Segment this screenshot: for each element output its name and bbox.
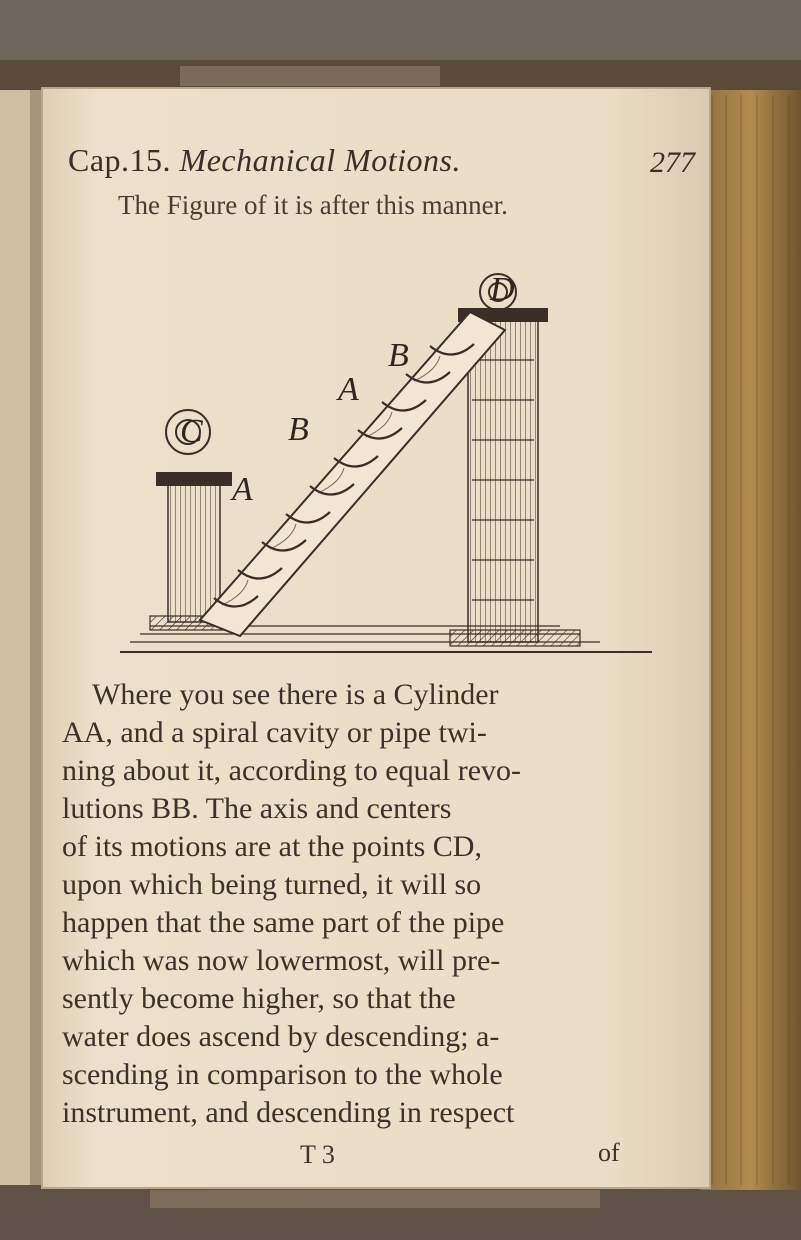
figure-intro-line: The Figure of it is after this manner.: [118, 190, 508, 220]
chapter-number: 15.: [129, 142, 172, 178]
body-line-1: Where you see there is a Cylinder: [92, 678, 499, 711]
figure-label-a-low: A: [232, 471, 253, 508]
body-line-2: AA, and a spiral cavity or pipe twi-: [62, 716, 487, 749]
chapter-title: Mechanical Motions.: [179, 142, 461, 178]
figure-label-c: C: [180, 413, 203, 450]
binding-top-pattern: [180, 66, 440, 86]
body-line-9: sently become higher, so that the: [62, 982, 456, 1015]
body-line-4: lutions BB. The axis and centers: [62, 792, 452, 825]
body-line-11: scending in comparison to the whole: [62, 1058, 503, 1091]
page-edges: [700, 90, 801, 1190]
signature-mark: T 3: [300, 1140, 335, 1169]
body-line-3: ning about it, according to equal revo-: [62, 754, 522, 787]
figure-label-b-top: B: [388, 337, 409, 374]
body-line-5: of its motions are at the points CD,: [62, 830, 482, 863]
body-line-12: instrument, and descending in respect: [62, 1096, 515, 1129]
running-head: [68, 142, 461, 179]
figure-label-b-mid: B: [288, 411, 309, 448]
figure-label-a-top: A: [338, 371, 359, 408]
binding-bottom-pattern: [150, 1190, 600, 1208]
chapter-abbrev: Cap.: [68, 142, 130, 178]
body-line-10: water does ascend by descending; a-: [62, 1020, 500, 1053]
page-number: 277: [650, 146, 695, 179]
catchword: of: [598, 1138, 620, 1167]
body-line-8: which was now lowermost, will pre-: [62, 944, 501, 977]
figure-label-d: D: [490, 271, 515, 308]
body-line-6: upon which being turned, it will so: [62, 868, 482, 901]
body-line-7: happen that the same part of the pipe: [62, 906, 505, 939]
